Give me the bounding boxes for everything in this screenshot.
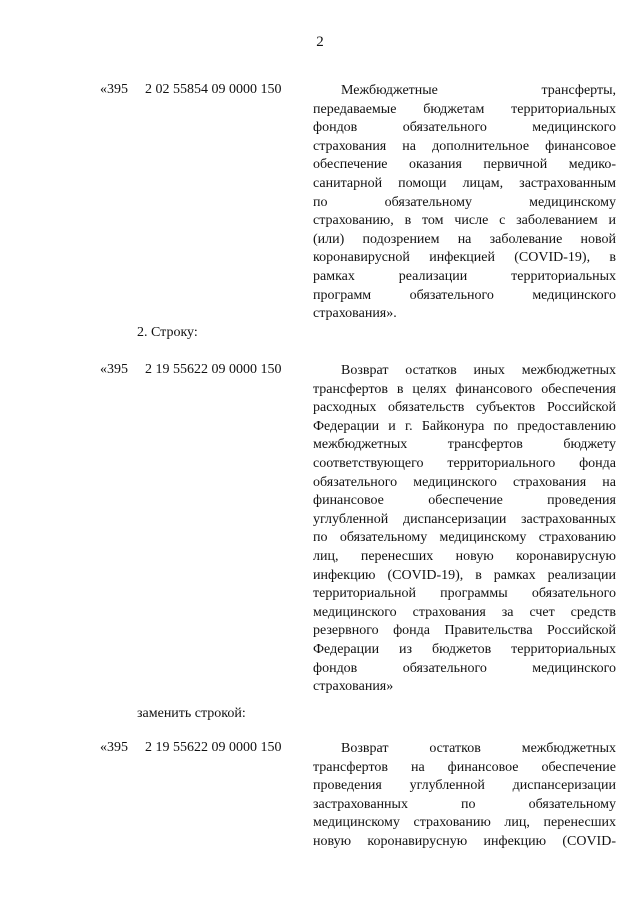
page-number: 2 <box>316 34 324 50</box>
description-line: проведения углубленной диспансеризации <box>313 778 616 794</box>
budget-code: 2 19 55622 09 0000 150 <box>145 740 282 755</box>
description-line: по обязательному медицинскому <box>313 194 616 210</box>
description-line: обеспечение оказания первичной медико- <box>313 157 616 173</box>
description-line: территориальной программы обязательного <box>313 586 616 602</box>
description-line: Возврат остатков межбюджетных <box>341 741 616 756</box>
description-line: трансфертов в целях финансового обеспечения <box>313 381 616 397</box>
description-line: страхования на дополнительное финансовое <box>313 138 616 154</box>
description-line: страхованию, в том числе с заболеванием и <box>313 213 616 229</box>
entry-description <box>313 82 616 324</box>
entry-description <box>313 362 616 697</box>
description-line: обязательного медицинского страхования на <box>313 474 616 490</box>
code-prefix: «395 <box>100 740 128 755</box>
description-line: медицинскому страхованию лиц, перенесших <box>313 815 616 831</box>
description-line: программ обязательного медицинского <box>313 287 616 303</box>
description-line: резервного фонда Правительства Российской <box>313 623 616 639</box>
description-line: расходных обязательств субъектов Российской <box>313 400 616 416</box>
description-line: передаваемые бюджетам территориальных <box>313 101 616 117</box>
description-line: углубленной диспансеризации застрахованных <box>313 511 616 527</box>
description-line: финансовое обеспечение проведения <box>313 493 616 509</box>
description-line: межбюджетных трансфертов бюджету <box>313 437 616 453</box>
description-line: медицинского страхования за счет средств <box>313 604 616 620</box>
description-line: фондов обязательного медицинского <box>313 660 616 676</box>
budget-code: 2 19 55622 09 0000 150 <box>145 362 282 377</box>
description-line: Возврат остатков иных межбюджетных <box>341 363 616 378</box>
description-line: страхования» <box>313 679 394 695</box>
description-line: лиц, перенесших новую коронавирусную <box>313 548 616 564</box>
description-line: коронавирусной инфекцией (COVID-19), в <box>313 250 616 266</box>
paragraph-heading: 2. Строку: <box>137 325 198 340</box>
code-prefix: «395 <box>100 362 128 377</box>
description-line: инфекцию (COVID-19), в рамках реализации <box>313 567 616 583</box>
description-line: соответствующего территориального фонда <box>313 455 616 471</box>
description-line: санитарной помощи лицам, застрахованным <box>313 175 616 191</box>
description-line: Федерации и г. Байконура по предоставлению <box>313 418 616 434</box>
description-line: новую коронавирусную инфекцию (COVID- <box>313 833 616 849</box>
description-line: (или) подозрением на заболевание новой <box>313 231 616 247</box>
entry-description <box>313 740 616 852</box>
budget-code: 2 02 55854 09 0000 150 <box>145 82 282 97</box>
paragraph-heading: заменить строкой: <box>137 706 246 721</box>
code-prefix: «395 <box>100 82 128 97</box>
description-line: рамках реализации территориальных <box>313 268 616 284</box>
description-line: фондов обязательного медицинского <box>313 120 616 136</box>
description-line: Федерации из бюджетов территориальных <box>313 641 616 657</box>
description-line: по обязательному медицинскому страхованию <box>313 530 616 546</box>
description-line: страхования». <box>313 306 397 322</box>
description-line: застрахованных по обязательному <box>313 796 616 812</box>
description-line: Межбюджетные трансферты, <box>341 83 616 98</box>
description-line: трансфертов на финансовое обеспечение <box>313 759 616 775</box>
